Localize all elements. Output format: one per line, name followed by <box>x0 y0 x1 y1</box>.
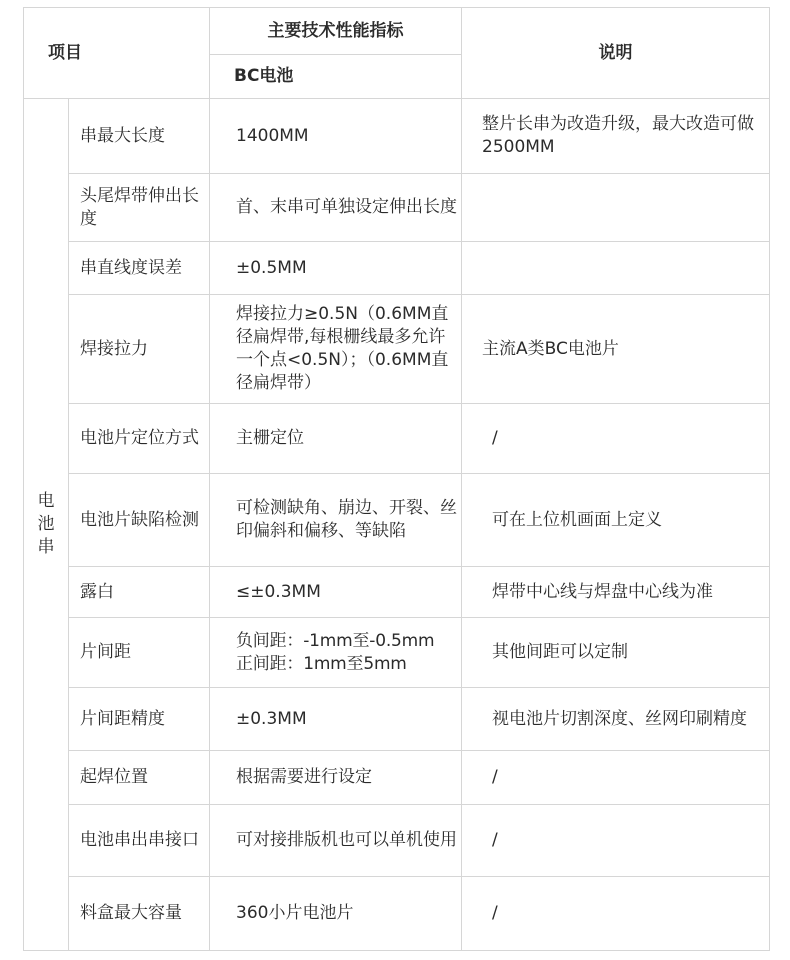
row-note: 可在上位机画面上定义 <box>462 474 770 567</box>
row-value <box>210 618 462 688</box>
row-name: 露白 <box>69 567 210 618</box>
table-row <box>24 474 770 567</box>
row-value: 焊接拉力≥0.5N（0.6MM直径扁焊带,每根栅线最多允许一个点<0.5N）；（0.6MM直径扁焊带） <box>210 295 462 404</box>
row-note: 其他间距可以定制 <box>462 618 770 688</box>
table-row <box>24 688 770 751</box>
row-value-line: 正间距：1mm至5mm <box>236 653 407 674</box>
row-note: / <box>462 805 770 877</box>
table-row <box>24 242 770 295</box>
row-value: 根据需要进行设定 <box>210 751 462 805</box>
header-spec-group: 主要技术性能指标 <box>210 8 462 55</box>
table-row <box>24 567 770 618</box>
spec-table <box>23 7 770 951</box>
table-row <box>24 295 770 404</box>
row-name: 头尾焊带伸出长度 <box>69 174 210 242</box>
row-name: 焊接拉力 <box>69 295 210 404</box>
row-note: / <box>462 751 770 805</box>
row-name: 电池片缺陷检测 <box>69 474 210 567</box>
row-note <box>462 174 770 242</box>
row-name: 片间距精度 <box>69 688 210 751</box>
row-value: 可检测缺角、崩边、开裂、丝印偏斜和偏移、等缺陷 <box>210 474 462 567</box>
table-row <box>24 751 770 805</box>
row-value: ±0.3MM <box>210 688 462 751</box>
group-label <box>24 99 69 951</box>
row-note: 视电池片切割深度、丝网印刷精度 <box>462 688 770 751</box>
row-value: ±0.5MM <box>210 242 462 295</box>
table-row <box>24 404 770 474</box>
row-value: 1400MM <box>210 99 462 174</box>
row-value: 主栅定位 <box>210 404 462 474</box>
row-value-line: 负间距：-1mm至-0.5mm <box>236 630 435 651</box>
table-row <box>24 99 770 174</box>
row-value: 360小片电池片 <box>210 877 462 951</box>
row-value: ≤±0.3MM <box>210 567 462 618</box>
group-label-char: 池 <box>37 514 55 534</box>
row-note: / <box>462 404 770 474</box>
row-value: 首、末串可单独设定伸出长度 <box>210 174 462 242</box>
header-spec-sub: BC电池 <box>210 55 462 99</box>
row-name: 串最大长度 <box>69 99 210 174</box>
row-value: 可对接排版机也可以单机使用 <box>210 805 462 877</box>
row-name: 电池串出串接口 <box>69 805 210 877</box>
row-name: 串直线度误差 <box>69 242 210 295</box>
table-row <box>24 805 770 877</box>
row-name: 起焊位置 <box>69 751 210 805</box>
header-note: 说明 <box>462 8 770 99</box>
row-note: 焊带中心线与焊盘中心线为准 <box>462 567 770 618</box>
row-name: 电池片定位方式 <box>69 404 210 474</box>
table-row <box>24 174 770 242</box>
row-name: 料盒最大容量 <box>69 877 210 951</box>
row-name: 片间距 <box>69 618 210 688</box>
row-note: 主流A类BC电池片 <box>462 295 770 404</box>
header-item: 项目 <box>24 8 210 99</box>
row-note: 整片长串为改造升级，最大改造可做2500MM <box>462 99 770 174</box>
table-row <box>24 618 770 688</box>
row-note: / <box>462 877 770 951</box>
row-note <box>462 242 770 295</box>
group-label-char: 电 <box>37 491 55 511</box>
table-row <box>24 877 770 951</box>
group-label-char: 串 <box>37 537 55 557</box>
